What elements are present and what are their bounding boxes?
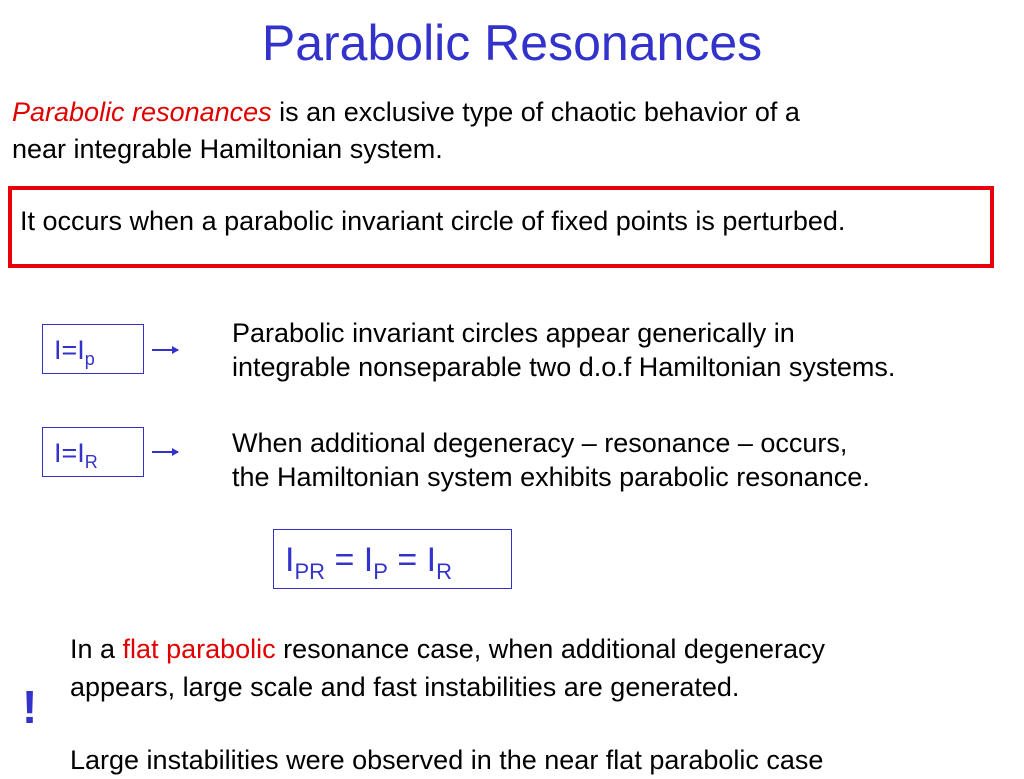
- condition-box-ir: [42, 427, 144, 477]
- item-description: [232, 426, 870, 494]
- boxed-statement: It occurs when a parabolic invariant circle of fixed points is perturbed.: [20, 206, 846, 236]
- condition-box-ip: [42, 324, 144, 374]
- intro-paragraph: [12, 94, 1012, 168]
- eq-term: = I: [325, 541, 374, 579]
- bottom-paragraph: [70, 630, 825, 706]
- exclamation-mark: !: [22, 681, 38, 733]
- item-line2: the Hamiltonian system exhibits parabolic resonance.: [232, 462, 870, 492]
- intro-highlight: Parabolic resonances: [12, 97, 272, 127]
- condition-label-sub: R: [84, 452, 98, 472]
- item-description: [232, 316, 895, 384]
- item-line2: integrable nonseparable two d.o.f Hamiltonian systems.: [232, 352, 896, 382]
- condition-label-sub: p: [84, 349, 95, 369]
- eq-sub: R: [436, 559, 452, 584]
- page-title: Parabolic Resonances: [261, 15, 763, 71]
- bottom-post: resonance case, when additional degeneracy: [275, 634, 826, 664]
- condition-label-main: I=I: [54, 335, 85, 365]
- bottom-line3: Large instabilities were observed in the near flat parabolic case: [70, 745, 824, 775]
- intro-line2: near integrable Hamiltonian system.: [12, 134, 443, 164]
- eq-term: = I: [387, 541, 437, 579]
- eq-term: I: [285, 541, 295, 579]
- right-arrow-icon: [152, 349, 178, 351]
- bottom-highlight: flat parabolic: [122, 634, 276, 664]
- bottom-pre: In a: [70, 634, 123, 664]
- equation-box: [273, 529, 512, 589]
- intro-rest: is an exclusive type of chaotic behavior of a: [271, 97, 800, 127]
- eq-sub: P: [373, 559, 388, 584]
- condition-label-main: I=I: [54, 438, 85, 468]
- item-line1: Parabolic invariant circles appear generically in: [232, 318, 795, 348]
- bottom-line2: appears, large scale and fast instabilities are generated.: [70, 672, 740, 702]
- item-line1: When additional degeneracy – resonance – occurs,: [232, 428, 848, 458]
- eq-sub: PR: [294, 559, 326, 584]
- right-arrow-icon: [152, 451, 178, 453]
